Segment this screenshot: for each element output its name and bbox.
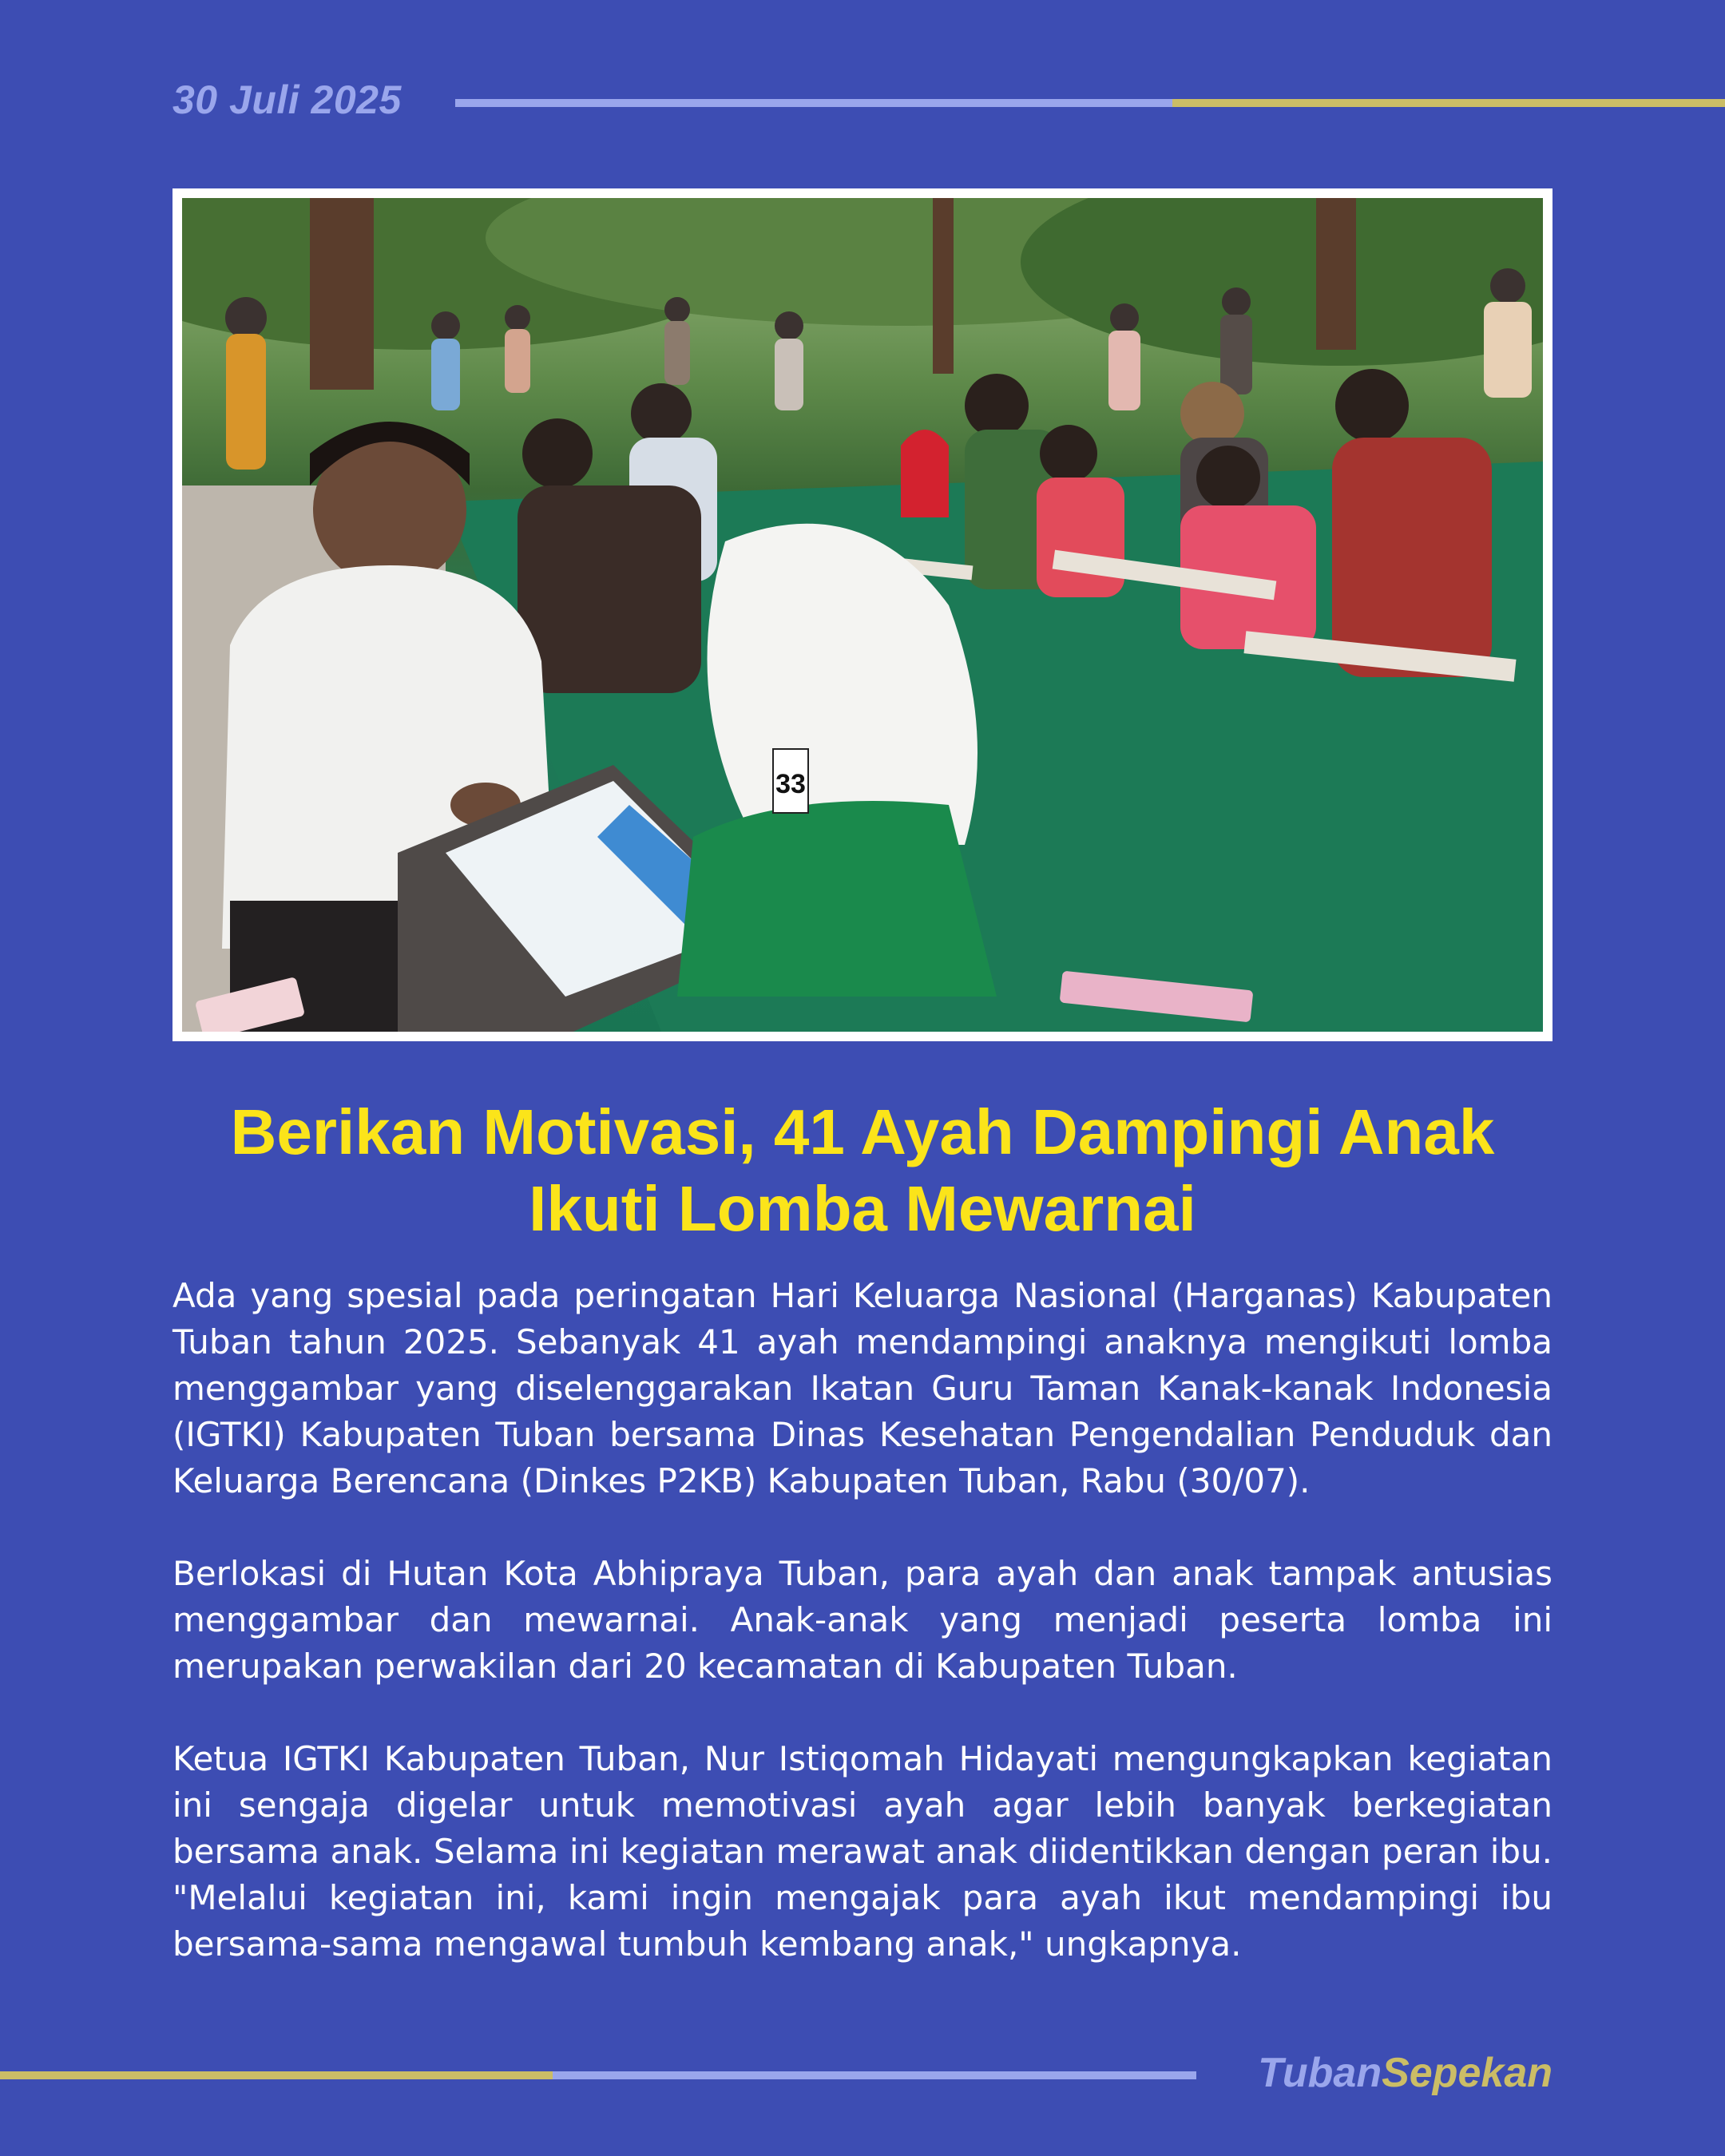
brand-part-2: Sepekan	[1382, 2050, 1552, 2096]
header-divider-gold	[1172, 99, 1725, 107]
date-label: 30 Juli 2025	[172, 77, 402, 122]
body-paragraph: Berlokasi di Hutan Kota Abhipraya Tuban, para ayah dan anak tampak antusias menggambar dan mewarnai. Anak-anak yang menjadi peserta lomba ini merupakan perwakilan dari 20 kecamatan di Kabupaten Tuban.	[172, 1554, 1552, 1686]
photo-tree-canopy	[1021, 198, 1543, 366]
photo-pillar	[933, 198, 954, 374]
photo-pillar	[1316, 198, 1356, 350]
headline	[172, 1094, 1552, 1247]
footer-divider-gold	[0, 2071, 553, 2079]
brand-part-1: Tuban	[1258, 2050, 1382, 2096]
headline-line-1: Berikan Motivasi, 41 Ayah Dampingi Anak	[230, 1096, 1495, 1167]
brand-logo	[1258, 2049, 1552, 2097]
article-photo-frame	[172, 188, 1552, 1041]
photo-illustration	[182, 198, 1543, 1032]
photo-bib-number: 33	[775, 769, 806, 799]
headline-line-2: Ikuti Lomba Mewarnai	[529, 1173, 1196, 1244]
body-paragraph: Ada yang spesial pada peringatan Hari Keluarga Nasional (Harganas) Kabupaten Tuban tahun 2025. Sebanyak 41 ayah mendampingi anaknya mengikuti lomba menggambar yang diselenggarakan Ikatan Guru Taman Kanak-kanak Indonesia (IGTKI) Kabupaten Tuban bersama Dinas Kesehatan Pengendalian Penduduk dan Keluarga Berencana (Dinkes P2KB) Kabupaten Tuban, Rabu (30/07).	[172, 1276, 1552, 1500]
article-body	[172, 1273, 1552, 2014]
article-photo	[182, 198, 1543, 1032]
header-divider-lavender	[455, 99, 1172, 107]
photo-pillar	[310, 198, 374, 390]
body-paragraph: Ketua IGTKI Kabupaten Tuban, Nur Istiqomah Hidayati mengungkapkan kegiatan ini sengaja digelar untuk memotivasi ayah agar lebih banyak berkegiatan bersama anak. Selama ini kegiatan merawat anak diidentikkan dengan peran ibu. "Melalui kegiatan ini, kami ingin mengajak para ayah ikut mendampingi ibu bersama-sama mengawal tumbuh kembang anak," ungkapnya.	[172, 1739, 1552, 1964]
footer-divider-lavender	[553, 2071, 1196, 2079]
